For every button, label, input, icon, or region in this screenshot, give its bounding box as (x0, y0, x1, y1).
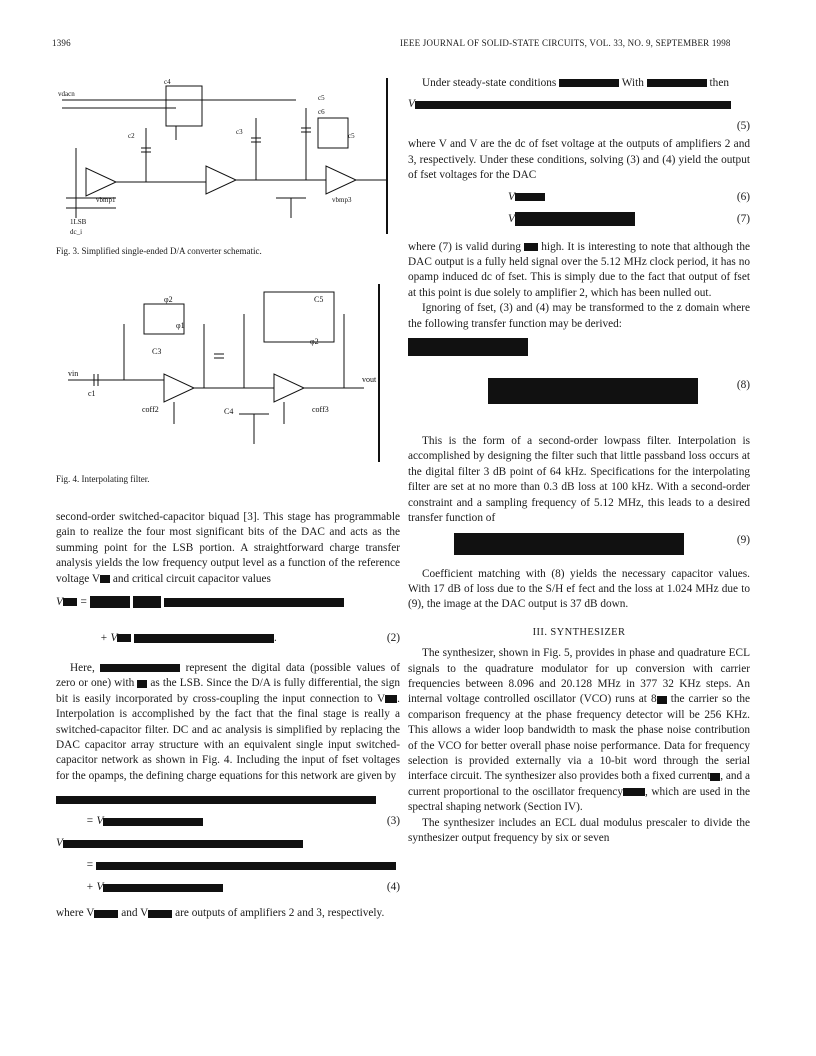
page-number: 1396 (52, 38, 71, 48)
fig3-label: c2 (128, 132, 135, 140)
equation-4-line2: = (56, 858, 400, 880)
left-p1: second-order switched-capacitor biquad [3]. This stage has programmable gain to realize the four most significant bits of the DAC and acts as the summing point for the LSB portion. A straightforward charge transfer analysis yields the low frequency output level as a function of the reference voltage V (56, 511, 400, 585)
fig3-label: dc_i (70, 228, 83, 236)
equation-8-line1 (408, 338, 750, 378)
right-p1a: Under steady-state conditions (422, 77, 557, 89)
equation-4-line1: V (56, 836, 400, 858)
left-p3c: are outputs of amplifiers 2 and 3, respectively. (172, 907, 385, 920)
right-p7a: The synthesizer, shown in Fig. 5, provides in phase and quadrature ECL signals to the quadrature modulator for up conversion with carrier frequencies between 8.096 and 20.128 MHz in 377 32 KHz steps. An internal voltage controlled oscillator (VCO) runs at 8 (408, 647, 750, 706)
fig4-caption: Fig. 4. Interpolating filter. (56, 474, 150, 484)
fig3-label: vbmp1 (96, 196, 116, 204)
eq9-number: (9) (736, 533, 750, 546)
left-p3a: where V (56, 907, 95, 920)
eq5-number: (5) (736, 120, 750, 133)
section-heading: III. SYNTHESIZER (532, 626, 626, 638)
right-p6: Coefficient matching with (8) yields the necessary capacitor values. With 17 dB of loss due to the S/H ef fect and the loss at 1.024 MHz due to (9), the image at the DAC output is 37 dB down. (408, 567, 750, 611)
right-p3b: high. It is interesting to note that although the DAC output is a fully held signal over the 5.12 MHz clock period, it has no opamp induced dc of fset. This is simply due to the fact that output of fset at this point is due solely to amplifier 2, which has been nulled out. (408, 240, 751, 299)
equation-2-line1: V = (56, 595, 400, 631)
right-p7d: , which are used in the spectral shaping network (Section IV). (408, 785, 750, 814)
left-p3b: and V (118, 907, 149, 920)
left-p2a: Here, (70, 662, 95, 675)
left-column (56, 510, 400, 922)
equation-4-line3: + V (4) (56, 880, 400, 902)
equation-6: V (6) (408, 190, 750, 212)
right-p2: where V and V are the dc of fset voltage at the outputs of amplifiers 2 and 3, respectively. Under these conditions, solving (3) and (4) yield the output of fset voltages for the DAC (408, 138, 750, 182)
right-p4: Ignoring of fset, (3) and (4) may be transformed to the z domain where the following transfer function may be derived: (408, 302, 750, 330)
fig4-label: C5 (314, 295, 324, 304)
left-p2d: . Interpolation is accomplished by the fact that the final stage is really a switched-capacitor filter. DC and ac analysis is simplified by replacing the DAC capacitor array structure with an equivalent single input switched-capacitor network as shown in Fig. 4. Including the input of fset voltages for the opamps, the defining charge equations for this network are given by (56, 692, 400, 782)
equation-3-line1 (56, 792, 400, 814)
left-p2b: represent the digital data (possible values of zero or one) with (56, 662, 401, 690)
right-p7c: , and a current proportional to the oscillator frequency (408, 770, 750, 798)
fig4-label: coff2 (142, 405, 159, 414)
right-p5: This is the form of a second-order lowpass filter. Interpolation is accomplished by designing the filter such that little passband loss occurs at the digital filter 3 dB point of 64 kHz. Specifications for the interpolating filter are set at no more than 0.3 dB loss at 100 kHz. With a second-order constraint and a sampling frequency of 5.12 MHz, this leads to a desired transfer function of (408, 435, 750, 525)
equation-3-line2: = V (3) (56, 814, 400, 836)
fig4-label: φ1 (176, 321, 185, 330)
fig4-label: vout (362, 375, 377, 384)
fig4-schematic (64, 284, 384, 454)
fig4-label: coff3 (312, 405, 329, 414)
equation-2-line2: + V . (2) (56, 631, 400, 653)
right-p1c: then (709, 77, 729, 89)
fig4-label: φ2 (164, 295, 173, 304)
fig4-label: c1 (88, 389, 96, 398)
eq4-number: (4) (386, 881, 400, 894)
fig3-label: vdacn (58, 90, 75, 98)
fig4-label: vin (68, 369, 79, 378)
fig3-label: vbmp3 (332, 196, 352, 204)
fig4-label: C3 (152, 347, 162, 356)
eq3-number: (3) (386, 815, 400, 828)
journal-header: IEEE JOURNAL OF SOLID-STATE CIRCUITS, VOL. 33, NO. 9, SEPTEMBER 1998 (400, 38, 731, 48)
fig4-label: φ2 (310, 337, 319, 346)
fig3-bar (386, 78, 388, 234)
fig3-label: c3 (236, 128, 243, 136)
fig4-label: C4 (224, 407, 234, 416)
right-p3a: where (7) is valid during (408, 240, 521, 253)
left-p2c: as the LSB. Since the D/A is fully differential, the sign bit is easily incorporated by cross-coupling the input connection to V (56, 677, 400, 705)
eq8-number: (8) (736, 379, 750, 392)
right-p7b: the carrier so the comparison frequency at the phase frequency detector will be 256 KHz. This allows a wider loop bandwidth to mask the phase noise contribution of the VCO for better overall phase noise performance. Data for frequency selection is provided externally via a 10-bit word through the serial interface circuit. The synthesizer also provides both a fixed current (408, 693, 750, 783)
eq2-number: (2) (386, 632, 400, 645)
fig3-label: c5 (348, 132, 355, 140)
fig3-schematic (56, 78, 392, 238)
right-p1b: With (621, 77, 644, 89)
fig3-label: c4 (164, 78, 171, 86)
equation-9 (408, 533, 750, 567)
eq7-number: (7) (736, 212, 750, 225)
eq6-number: (6) (736, 190, 750, 203)
fig3-label: c5 (318, 94, 325, 102)
fig3-label: c6 (318, 108, 325, 116)
left-p1-end: and critical circuit capacitor values (110, 572, 271, 585)
right-column (408, 76, 750, 846)
equation-8-line2 (408, 378, 750, 426)
right-p8: The synthesizer includes an ECL dual modulus prescaler to divide the synthesizer output frequency by six or seven (408, 816, 750, 844)
equation-7: V (7) (408, 212, 750, 240)
fig3-caption: Fig. 3. Simplified single-ended D/A converter schematic. (56, 246, 262, 256)
equation-5: V (408, 97, 750, 119)
fig4-bar (378, 284, 380, 462)
fig3-label: 1LSB (70, 218, 87, 226)
